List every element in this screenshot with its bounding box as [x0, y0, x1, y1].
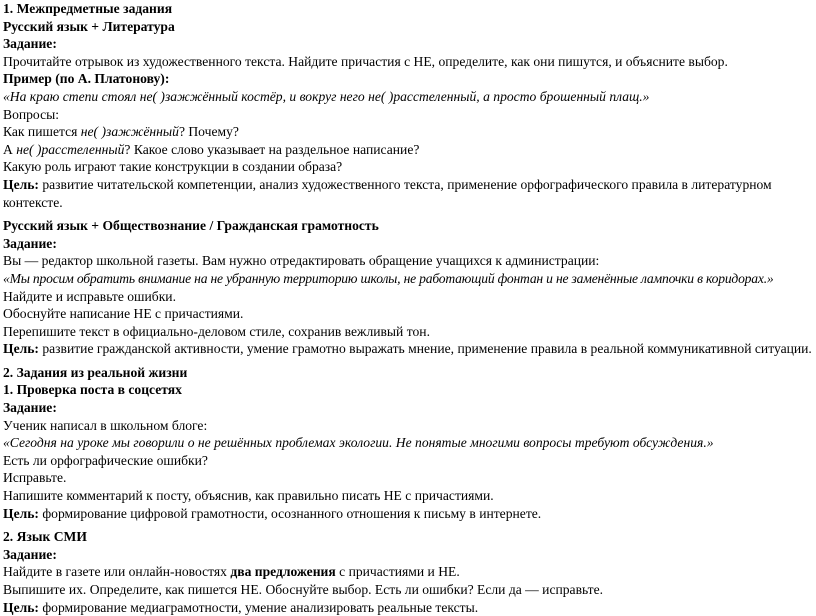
task-label: Задание: — [3, 235, 57, 251]
section-heading: 2. Задания из реальной жизни — [3, 364, 188, 380]
example-quote: «На краю степи стоял не( )зажжённый костёр, и вокруг него не( )расстеленный, а просто брошенный плащ.» — [3, 88, 650, 104]
subheading: Русский язык + Литература — [3, 18, 175, 34]
subheading: 2. Язык СМИ — [3, 529, 87, 545]
task-step: Выпишите их. Определите, как пишется НЕ. Обоснуйте выбор. Есть ли ошибки? Если да — исправьте. — [3, 582, 604, 597]
goal: Цель: формирование медиаграмотности, умение анализировать реальные тексты. — [3, 599, 479, 615]
task-label: Задание: — [3, 36, 57, 52]
question-2: А не( )расстеленный? Какое слово указывает на раздельное написание? — [3, 141, 420, 157]
subheading: 1. Проверка поста в соцсетях — [3, 382, 182, 398]
quote: «Мы просим обратить внимание на не убранную территорию школы, не работающий фонтан и не заменённые лампочки в коридорах.» — [3, 270, 774, 286]
task-step: Напишите комментарий к посту, объяснив, как правильно писать НЕ с причастиями. — [3, 488, 494, 504]
subheading: Русский язык + Обществознание / Гражданская грамотность — [3, 218, 379, 234]
task-step: Найдите и исправьте ошибки. — [3, 288, 176, 304]
goal: Цель: формирование цифровой грамотности, осознанного отношения к письму в интернете. — [3, 505, 542, 521]
questions-label: Вопросы: — [3, 106, 60, 122]
question-3: Какую роль играют такие конструкции в создании образа? — [3, 159, 343, 175]
question-1: Как пишется не( )зажжённый? Почему? — [3, 124, 239, 140]
task-step: Есть ли орфографические ошибки? — [3, 452, 208, 468]
section-heading: 1. Межпредметные задания — [3, 1, 173, 16]
goal: Цель: развитие читательской компетенции, анализ художественного текста, применение орфографического правила в литературном контексте. — [3, 176, 772, 210]
task-step: Перепишите текст в официально-деловом стиле, сохранив вежливый тон. — [3, 323, 430, 339]
task-text: Ученик написал в школьном блоге: — [3, 417, 208, 433]
quote: «Сегодня на уроке мы говорили о не решённых проблемах экологии. Не понятые многими вопросы требуют обсуждения.» — [3, 435, 714, 451]
task-text: Вы — редактор школьной газеты. Вам нужно отредактировать обращение учащихся к администрации: — [3, 253, 600, 269]
goal: Цель: развитие гражданской активности, умение грамотно выражать мнение, применение правила в реальной коммуникативной ситуации. — [3, 341, 812, 357]
task-label: Задание: — [3, 400, 57, 416]
task-step: Обоснуйте написание НЕ с причастиями. — [3, 306, 244, 322]
task-text: Прочитайте отрывок из художественного текста. Найдите причастия с НЕ, определите, как они пишутся, и объясните выбор. — [3, 53, 728, 69]
task-step: Исправьте. — [3, 470, 67, 486]
task-label: Задание: — [3, 546, 57, 562]
task-text: Найдите в газете или онлайн-новостях два предложения с причастиями и НЕ. — [3, 564, 460, 580]
example-label: Пример (по А. Платонову): — [3, 71, 170, 87]
